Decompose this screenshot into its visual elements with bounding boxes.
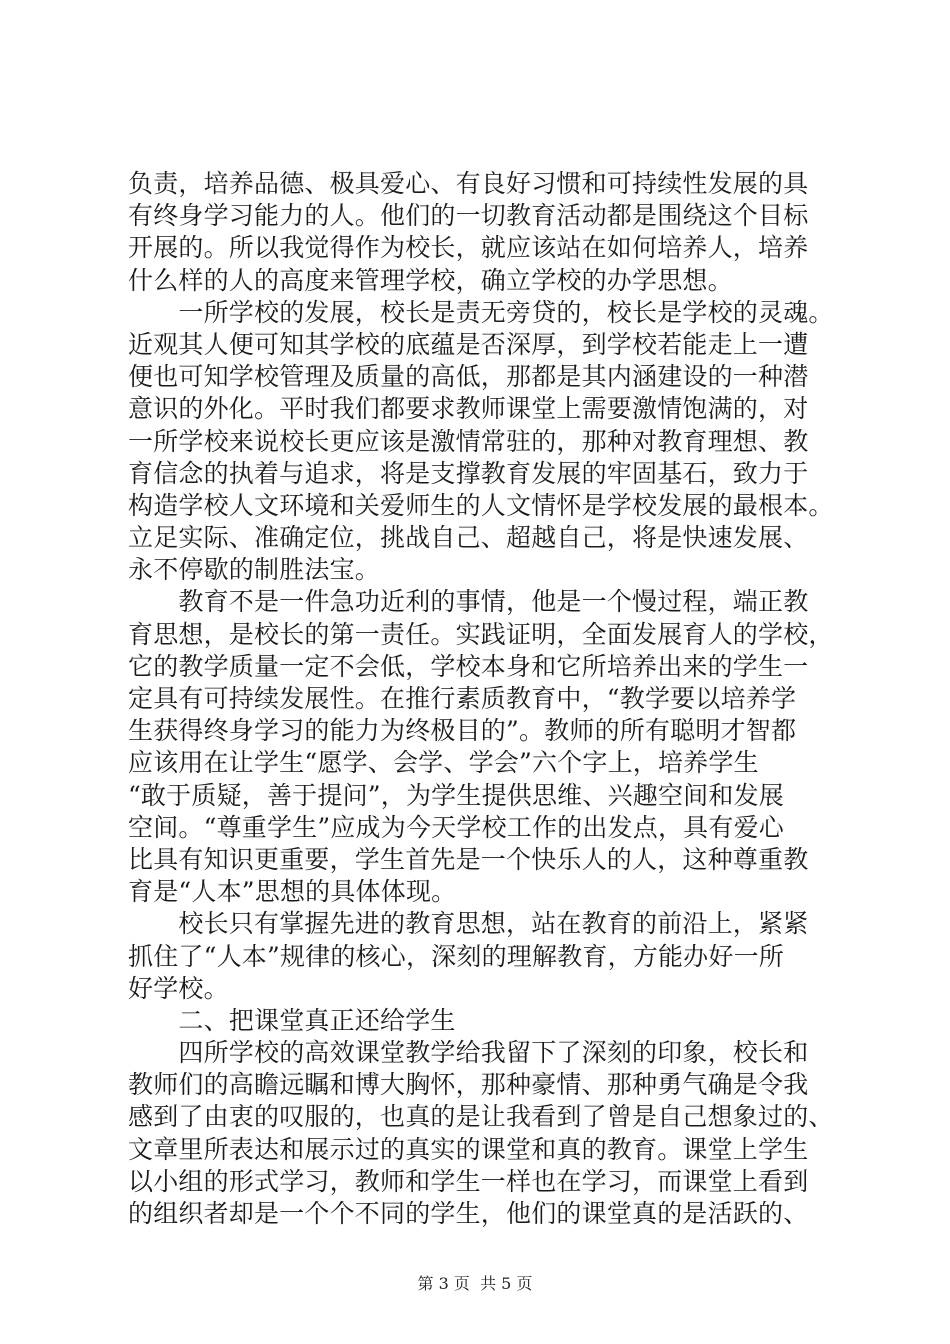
text-line: 立足实际、准确定位，挑战自己、超越自己，将是快速发展、: [128, 523, 809, 553]
text-line: 它的教学质量一定不会低，学校本身和它所培养出来的学生一: [128, 651, 809, 681]
page-footer: [0, 1274, 950, 1294]
text-line: “敢于质疑，善于提问”，为学生提供思维、兴趣空间和发展: [128, 780, 784, 810]
text-line: 生获得终身学习的能力为终极目的”。教师的所有聪明才智都: [128, 716, 797, 746]
text-line: 什么样的人的高度来管理学校，确立学校的办学思想。: [128, 265, 733, 295]
text-line: 育思想，是校长的第一责任。实践证明，全面发展育人的学校，: [128, 619, 834, 649]
text-line: 一所学校来说校长更应该是激情常驻的，那种对教育理想、教: [128, 426, 809, 456]
text-line: 四所学校的高效课堂教学给我留下了深刻的印象，校长和: [128, 1038, 809, 1068]
text-line: 永不停歇的制胜法宝。: [128, 555, 381, 585]
text-line: 开展的。所以我觉得作为校长，就应该站在如何培养人，培养: [128, 233, 809, 263]
text-line: 感到了由衷的叹服的，也真的是让我看到了曾是自己想象过的、: [128, 1102, 834, 1132]
text-line: 比具有知识更重要，学生首先是一个快乐人的人，这种尊重教: [128, 844, 809, 874]
text-line: 教育不是一件急功近利的事情，他是一个慢过程，端正教: [128, 587, 809, 617]
text-line: 以小组的形式学习，教师和学生一样也在学习，而课堂上看到: [128, 1166, 809, 1196]
text-line: 负责，培养品德、极具爱心、有良好习惯和可持续性发展的具: [128, 169, 809, 198]
text-line: 空间。“尊重学生”应成为今天学校工作的出发点，具有爱心: [128, 812, 784, 842]
text-line: 文章里所表达和展示过的真实的课堂和真的教育。课堂上学生: [128, 1134, 809, 1164]
text-line: 便也可知学校管理及质量的高低，那都是其内涵建设的一种潜: [128, 362, 809, 392]
text-line: 二、把课堂真正还给学生: [128, 1005, 456, 1035]
page-number: 第 3 页 共 5 页: [417, 1274, 533, 1293]
text-line: 有终身学习能力的人。他们的一切教育活动都是围绕这个目标: [128, 201, 809, 231]
text-line: 教师们的高瞻远瞩和博大胸怀，那种豪情、那种勇气确是令我: [128, 1070, 809, 1100]
text-line: 好学校。: [128, 973, 229, 1003]
text-line: 意识的外化。平时我们都要求教师课堂上需要激情饱满的，对: [128, 394, 809, 424]
text-line: 应该用在让学生“愿学、会学、学会”六个字上，培养学生: [128, 748, 759, 778]
text-line: 育是“人本”思想的具体体现。: [128, 877, 457, 907]
text-line: 近观其人便可知其学校的底蕴是否深厚，到学校若能走上一遭: [128, 329, 809, 359]
text-line: 定具有可持续发展性。在推行素质教育中，“教学要以培养学: [128, 684, 797, 713]
text-line: 一所学校的发展，校长是责无旁贷的，校长是学校的灵魂。: [128, 297, 834, 327]
text-line: 育信念的执着与追求，将是支撑教育发展的牢固基石，致力于: [128, 458, 809, 488]
text-line: 校长只有掌握先进的教育思想，站在教育的前沿上，紧紧: [128, 909, 809, 939]
text-line: 的组织者却是一个个不同的学生，他们的课堂真的是活跃的、: [128, 1199, 809, 1228]
text-line: 抓住了“人本”规律的核心，深刻的理解教育，方能办好一所: [128, 941, 784, 971]
document-body: [128, 168, 834, 1230]
text-line: 构造学校人文环境和关爱师生的人文情怀是学校发展的最根本。: [128, 490, 834, 520]
